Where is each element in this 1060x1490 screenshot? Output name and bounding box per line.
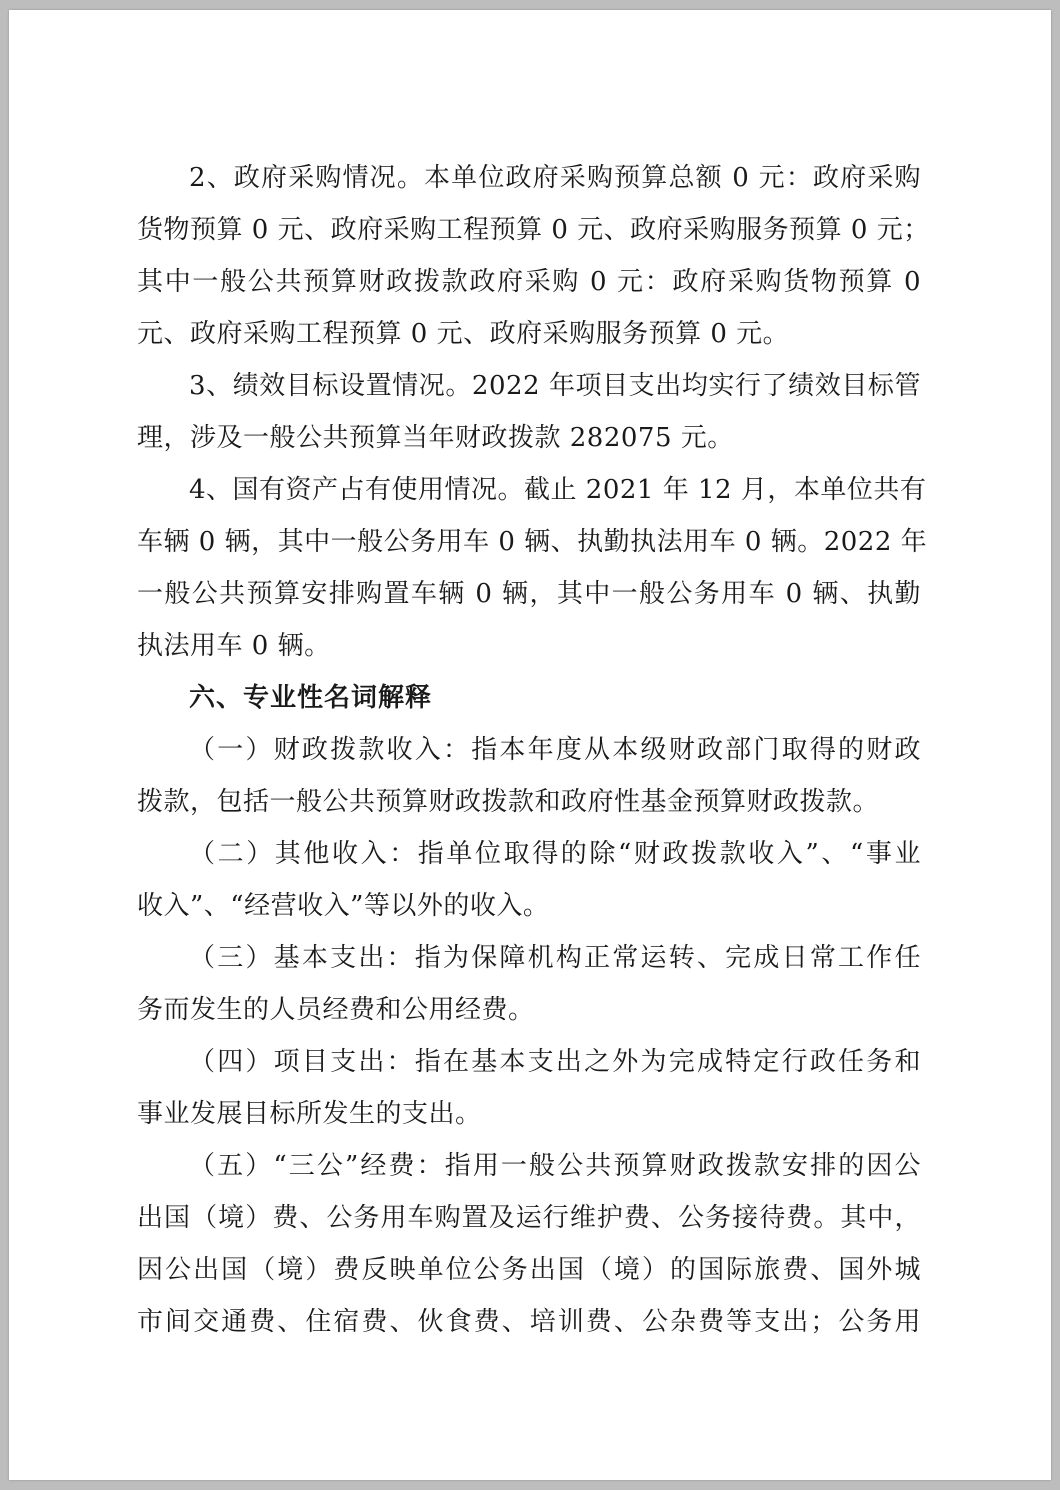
paragraph-line: 其中一般公共预算财政拨款政府采购 0 元：政府采购货物预算 0 [137, 267, 921, 297]
paragraph-line: 一般公共预算安排购置车辆 0 辆，其中一般公务用车 0 辆、执勤 [137, 579, 921, 609]
paragraph-line: 2、政府采购情况。本单位政府采购预算总额 0 元：政府采购 [189, 163, 921, 193]
paragraph-line: 理，涉及一般公共预算当年财政拨款 282075 元。 [137, 423, 734, 453]
paragraph-line: （二）其他收入：指单位取得的除“财政拨款收入”、“事业 [189, 839, 921, 869]
paragraph-line: 收入”、“经营收入”等以外的收入。 [137, 891, 550, 921]
paragraph-line: 出国（境）费、公务用车购置及运行维护费、公务接待费。其中， [137, 1203, 921, 1233]
paragraph-line: 车辆 0 辆，其中一般公务用车 0 辆、执勤执法用车 0 辆。2022 年 [137, 527, 928, 557]
paragraph-line: 市间交通费、住宿费、伙食费、培训费、公杂费等支出；公务用 [137, 1307, 921, 1337]
paragraph-line: 3、绩效目标设置情况。2022 年项目支出均实行了绩效目标管 [189, 371, 921, 401]
paragraph-line: 事业发展目标所发生的支出。 [137, 1099, 482, 1129]
paragraph-line: 因公出国（境）费反映单位公务出国（境）的国际旅费、国外城 [137, 1255, 921, 1285]
paragraph-line: 拨款，包括一般公共预算财政拨款和政府性基金预算财政拨款。 [137, 787, 880, 817]
paragraph-line: （五）“三公”经费：指用一般公共预算财政拨款安排的因公 [189, 1151, 921, 1181]
document-page [9, 10, 1051, 1480]
paragraph-line: 执法用车 0 辆。 [137, 631, 331, 661]
paragraph-line: （一）财政拨款收入：指本年度从本级财政部门取得的财政 [189, 735, 921, 765]
paragraph-line: （四）项目支出：指在基本支出之外为完成特定行政任务和 [189, 1047, 921, 1077]
paragraph-line: 4、国有资产占有使用情况。截止 2021 年 12 月，本单位共有 [189, 475, 927, 505]
section-heading: 六、专业性名词解释 [189, 683, 433, 713]
paragraph-line: 元、政府采购工程预算 0 元、政府采购服务预算 0 元。 [137, 319, 790, 349]
paragraph-line: 务而发生的人员经费和公用经费。 [137, 995, 535, 1025]
paragraph-line: （三）基本支出：指为保障机构正常运转、完成日常工作任 [189, 943, 921, 973]
paragraph-line: 货物预算 0 元、政府采购工程预算 0 元、政府采购服务预算 0 元； [137, 215, 930, 245]
